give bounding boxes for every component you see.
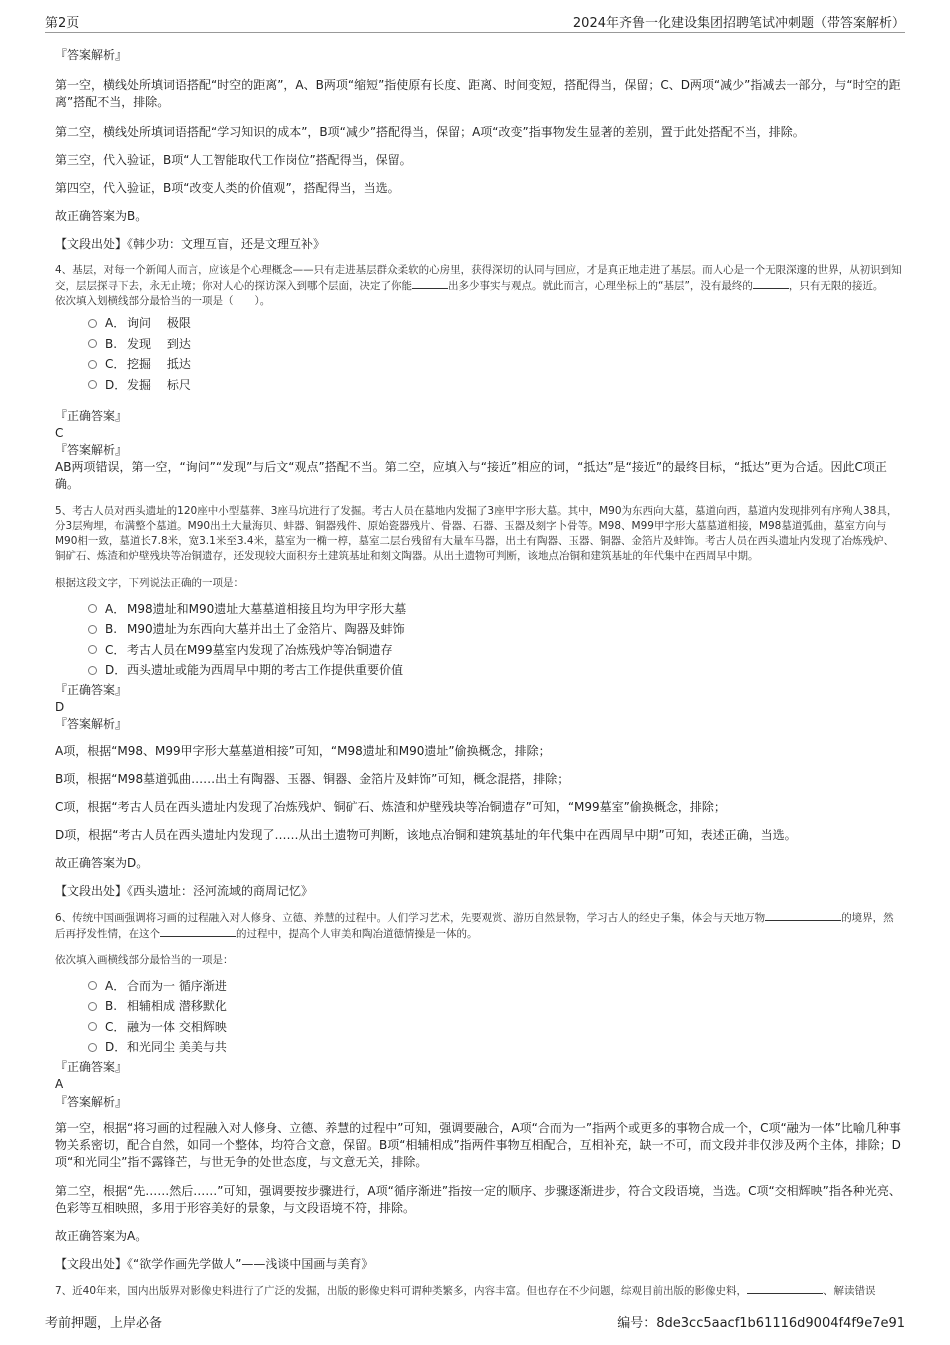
- q5-explanation-d: D项，根据“考古人员在西头遗址内发现了……从出土遗物可判断，该地点冶铜和建筑基址的年代集中在西周早中期”可知，表述正确，当选。: [55, 827, 797, 842]
- q4-stem: 4、基层，对每一个新闻人而言，应该是个心理概念——只有走进基层群众柔软的心房里，获得深切的认同与回应，才是真正地走进了基层。而人心是一个无限深邃的世界，从初识到知交，层层探寻下去，永无止境；你对人心的探访深入到哪个层面，决定了你能 出多少事实与观点。就此而言，心理坐标上的“基层”，没有最终的 ，只有无限的接近。: [55, 264, 902, 292]
- answer-blank: [765, 910, 841, 921]
- radio-icon[interactable]: [88, 981, 97, 990]
- q6-prompt: 依次填入画横线部分最恰当的一项是：: [55, 953, 234, 966]
- q6-explanation-p1: 第一空，根据“将习画的过程融入对人修身、立德、养慧的过程中”可知，强调要融合，A项“合而为一”指两个或更多的事物合成一个，C项“融为一体”比喻几种事物关系密切，配合自然，如同一个整体，均符合文意，保留。B项“相辅相成”指两件事物互相配合，互相补充，缺一不可，而文段并非仅涉及两个主体，排除；D项“和光同尘”指不露锋芒，与世无争的处世态度，与文意无关，排除。: [55, 1121, 901, 1169]
- radio-icon[interactable]: [88, 645, 97, 654]
- q6-explanation-p2: 第二空，根据“先……然后……”可知，强调要按步骤进行，A项“循序渐进”指按一定的顺序、步骤逐渐进步，符合文段语境，当选。C项“交相辉映”指各种光亮、色彩等互相映照，多用于形容美好的景象，与文段语境不符，排除。: [55, 1184, 901, 1215]
- q6-answer: A: [55, 1077, 64, 1091]
- q3-explanation-p2: 第二空，横线处所填词语搭配“学习知识的成本”，B项“减少”搭配得当，保留；A项“改变”指事物发生显著的差别，置于此处搭配不当，排除。: [55, 125, 805, 139]
- q5-option-b[interactable]: B. M90遗址为东西向大墓并出土了金箔片、陶器及蚌饰: [88, 620, 903, 638]
- q6-source: 【文段出处】《“欲学作画先学做人”——浅谈中国画与美育》: [55, 1257, 374, 1271]
- radio-icon[interactable]: [88, 339, 97, 348]
- q4-option-c[interactable]: C． 挖掘 抵达: [88, 355, 903, 373]
- q5-conclusion: 故正确答案为D。: [55, 855, 149, 870]
- q5-explanation-b: B项，根据“M98墓道弧曲……出土有陶器、玉器、铜器、金箔片及蚌饰”可知，概念混搭，排除；: [55, 771, 570, 786]
- radio-icon[interactable]: [88, 625, 97, 634]
- q4-prompt: 依次填入划横线部分最恰当的一项是（ ）。: [55, 295, 271, 307]
- q5-explanation-a: A项，根据“M98、M99甲字形大墓墓道相接”可知，“M98遗址和M90遗址”偷换概念，排除；: [55, 743, 551, 758]
- q3-explanation-p3: 第三空，代入验证，B项“人工智能取代工作岗位”搭配得当，保留。: [55, 153, 412, 167]
- q7-stem: 7、近40年来，国内出版界对影像史料进行了广泛的发掘，出版的影像史料可谓种类繁多，内容丰富。但也存在不少问题，综观目前出版的影像史料， 、解读错误: [55, 1285, 876, 1297]
- q4-explanation: AB两项错误，第一空，“询问”“发现”与后文“观点”搭配不当。第二空，应填入与“接近”相应的词，“抵达”是“接近”的最终目标，“抵达”更为合适。因此C项正确。: [55, 459, 887, 491]
- q6-options: [55, 977, 903, 1057]
- page-number: 第2页: [45, 16, 80, 31]
- q6-option-a[interactable]: A． 合而为一 循序渐进: [88, 977, 903, 995]
- q4-answer-heading: 『正确答案』: [55, 408, 128, 423]
- radio-icon[interactable]: [88, 380, 97, 389]
- footer-slogan: 考前押题，上岸必备: [45, 1316, 163, 1331]
- q6-stem: 6、传统中国画强调将习画的过程融入对人修身、立德、养慧的过程中。人们学习艺术，先要观赏、游历自然景物，学习古人的经史子集，体会与天地万物 的境界，然后再抒发性情，在这个 的过程中，提高个人审美和陶冶道德情操是一体的。: [55, 911, 894, 940]
- q3-conclusion: 故正确答案为B。: [55, 209, 148, 223]
- answer-blank: [412, 278, 448, 289]
- page-content: [55, 40, 903, 1299]
- q3-explanation-heading: 『答案解析』: [55, 48, 128, 62]
- answer-blank: [747, 1283, 823, 1294]
- document-title: 2024年齐鲁一化建设集团招聘笔试冲刺题（带答案解析）: [572, 16, 905, 31]
- page-header: [45, 12, 905, 33]
- q3-explanation-p4: 第四空，代入验证，B项“改变人类的价值观”，搭配得当，当选。: [55, 181, 400, 195]
- document-code: 编号：8de3cc5aacf1b61116d9004f4f9e7e91: [617, 1316, 905, 1331]
- q5-stem: 5、考古人员对西头遗址的120座中小型墓葬、3座马坑进行了发掘。考古人员在墓地内发掘了3座甲字形大墓。其中，M90为东西向大墓，墓道向西，墓道内发现排列有序殉人38具，分3层殉埋，布满整个墓道。M90出土大量海贝、蚌器、铜器残件、原始瓷器残片、骨器、石器、玉器及刻字卜骨等。M98、M99甲字形大墓墓道相接，M98墓道弧曲，墓室方向与M90相一致，墓道长7.8米，宽3.1米至3.4米，墓室为一椭一椁，墓室二层台残留有大量车马器，出土有陶器、玉器、铜器、金箔片及蚌饰。考古人员在西头遗址内发现了冶炼残炉、铜矿石、炼渣和炉壁残块等冶铜遗存，还发现较大面积夯土建筑基址和刻文陶器。从出土遗物可判断，该地点冶铜和建筑基址的年代集中在西周早中期。: [55, 504, 898, 562]
- q4-explanation-heading: 『答案解析』: [55, 442, 128, 457]
- answer-blank: [160, 926, 236, 937]
- q6-explanation-heading: 『答案解析』: [55, 1095, 128, 1109]
- q5-option-c[interactable]: C． 考古人员在M99墓室内发现了冶炼残炉等冶铜遗存: [88, 641, 903, 659]
- q3-explanation-p1: 第一空，横线处所填词语搭配“时空的距离”，A、B两项“缩短”指使原有长度、距离、时间变短，搭配得当，保留；C、D两项“减少”指减去一部分，与“时空的距离”搭配不当，排除。: [55, 78, 901, 109]
- q5-prompt: 根据这段文字，下列说法正确的一项是：: [55, 576, 244, 589]
- radio-icon[interactable]: [88, 1043, 97, 1052]
- q5-source: 【文段出处】《西头遗址：泾河流域的商周记忆》: [55, 883, 314, 898]
- page-footer: [45, 1312, 905, 1331]
- q4-answer: C: [55, 425, 64, 440]
- q6-option-b[interactable]: B. 相辅相成 潜移默化: [88, 997, 903, 1015]
- q6-option-c[interactable]: C． 融为一体 交相辉映: [88, 1018, 903, 1036]
- q5-answer-heading: 『正确答案』: [55, 682, 128, 697]
- q4-option-a[interactable]: A． 询问 极限: [88, 314, 903, 332]
- q6-answer-heading: 『正确答案』: [55, 1060, 128, 1074]
- q3-source: 【文段出处】《韩少功：文理互盲，还是文理互补》: [55, 237, 326, 251]
- radio-icon[interactable]: [88, 604, 97, 613]
- radio-icon[interactable]: [88, 360, 97, 369]
- q5-explanation-c: C项，根据“考古人员在西头遗址内发现了冶炼残炉、铜矿石、炼渣和炉壁残块等冶铜遗存”可知，“M99墓室”偷换概念，排除；: [55, 799, 726, 814]
- q5-option-a[interactable]: A． M98遗址和M90遗址大墓墓道相接且均为甲字形大墓: [88, 600, 903, 618]
- q5-explanation-heading: 『答案解析』: [55, 716, 128, 731]
- radio-icon[interactable]: [88, 1002, 97, 1011]
- radio-icon[interactable]: [88, 319, 97, 328]
- q4-option-b[interactable]: B. 发现 到达: [88, 335, 903, 353]
- q6-option-d[interactable]: D． 和光同尘 美美与共: [88, 1038, 903, 1056]
- answer-blank: [753, 278, 789, 289]
- q4-option-d[interactable]: D． 发掘 标尺: [88, 376, 903, 394]
- q6-conclusion: 故正确答案为A。: [55, 1229, 148, 1243]
- q4-options: [55, 314, 903, 394]
- radio-icon[interactable]: [88, 1022, 97, 1031]
- radio-icon[interactable]: [88, 666, 97, 675]
- q5-answer: D: [55, 699, 65, 714]
- q5-option-d[interactable]: D． 西头遗址或能为西周早中期的考古工作提供重要价值: [88, 661, 903, 679]
- q5-options: [55, 600, 903, 680]
